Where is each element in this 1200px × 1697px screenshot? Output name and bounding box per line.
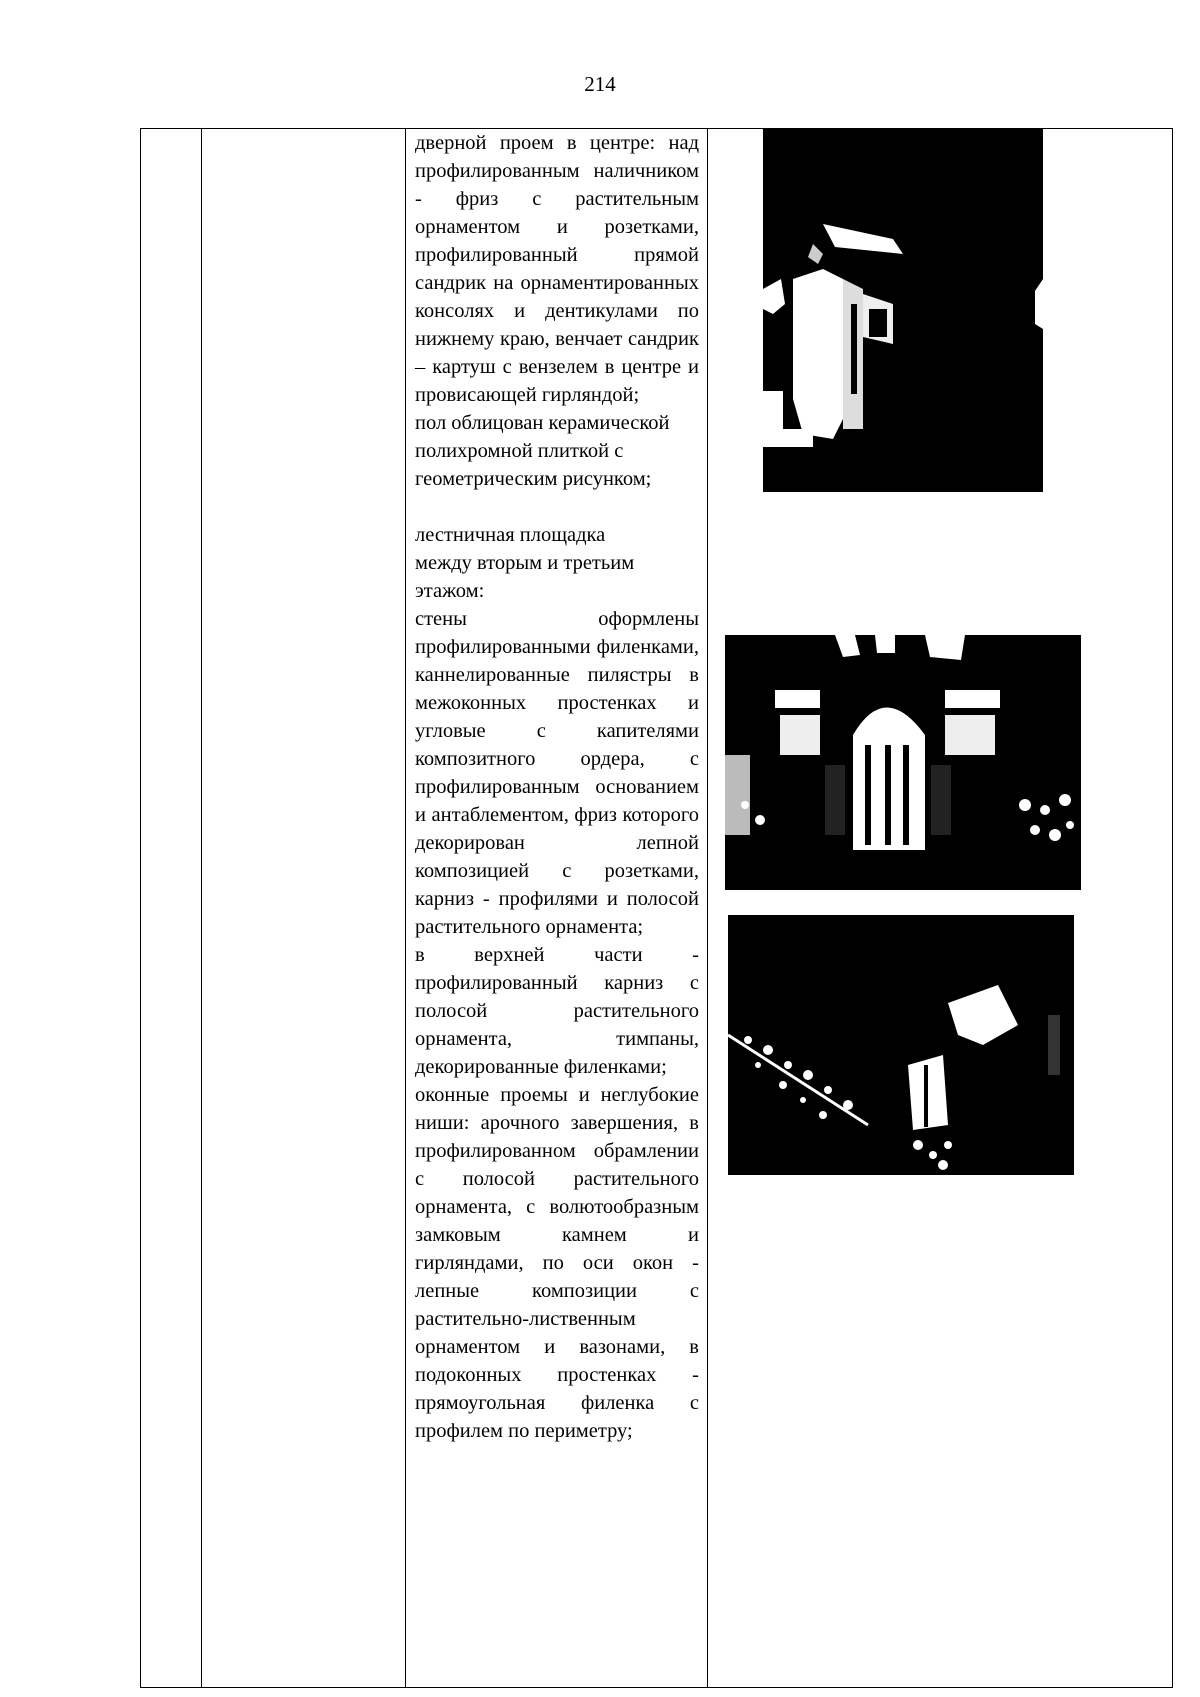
column-divider-1 xyxy=(201,129,202,1687)
page-number: 214 xyxy=(584,72,616,96)
description-paragraph: в верхней части - профилированный карниз с полосой растительного орнамента, тимпаны, декорированные филенками; xyxy=(415,944,699,1078)
description-paragraph: оконные проемы и неглубокие ниши: арочного завершения, в профилированном обрамлении с полосой растительного орнамента, с волютообразным замковым камнем и гирляндами, по оси окон - лепные композиции с растительно-лиственным орнаментом и вазонами, в подоконных простенках - прямоугольная филенка с профилем по периметру; xyxy=(415,1084,699,1442)
description-paragraph: пол облицован керамической полихромной плиткой с геометрическим рисунком; xyxy=(415,412,670,490)
description-cell xyxy=(405,129,709,1445)
description-paragraph: лестничная площадка между вторым и третьим этажом: xyxy=(415,524,635,602)
doorway-photo xyxy=(763,129,1043,492)
stair-landing-arched-window-photo xyxy=(725,635,1081,890)
document-table xyxy=(140,128,1173,1688)
description-paragraph: стены оформлены профилированными филенками, каннелированные пилястры в межоконных простенках и угловые с капителями композитного ордера, с профилированным основанием и антаблементом, фриз которого декорирован лепной композицией с розетками, карниз - профилями и полосой растительного орнамента; xyxy=(415,608,699,938)
stair-railing-window-photo xyxy=(728,915,1074,1175)
description-paragraph: дверной проем в центре: над профилированным наличником - фриз с растительным орнаментом и розетками, профилированный прямой сандрик на орнаментированных консолях и дентикулами по нижнему краю, венчает сандрик – картуш с вензелем в центре и провисающей гирляндой; xyxy=(415,132,699,406)
